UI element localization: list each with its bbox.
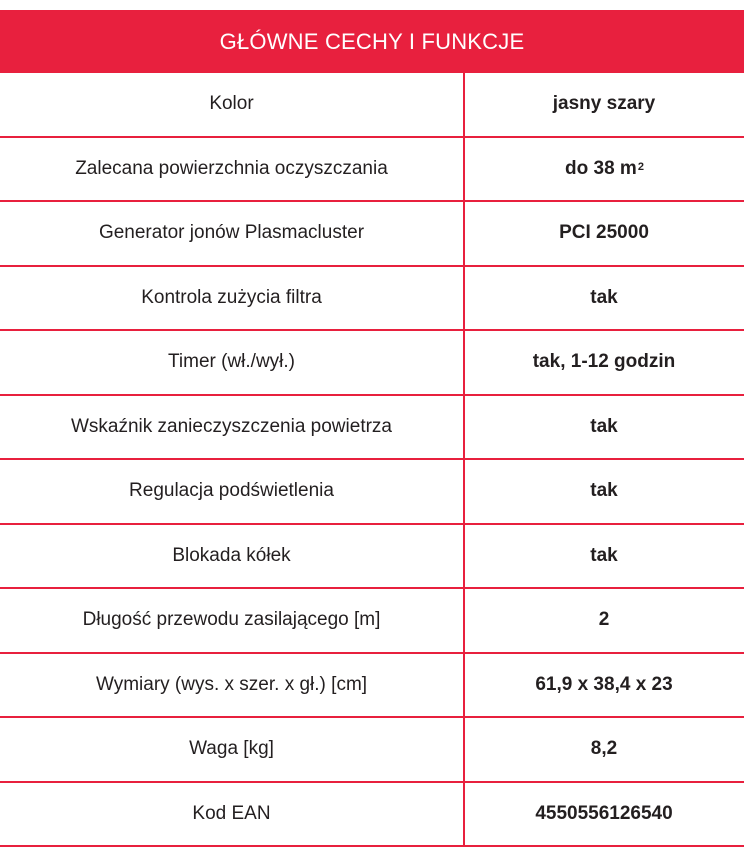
table-row [0,331,744,396]
row-label: Waga [kg] [0,718,465,781]
row-value: tak [590,286,618,308]
table-row [0,138,744,203]
row-value: 2 [598,609,610,631]
row-value: tak [590,480,618,502]
row-label: Kolor [0,73,465,136]
table-row [0,718,744,783]
row-value: tak [590,544,618,566]
row-value: 4550556126540 [535,802,673,824]
table-row [0,73,744,138]
row-value: PCI 25000 [559,222,649,244]
table-row [0,202,744,267]
row-label: Wskaźnik zanieczyszczenia powietrza [0,396,465,459]
row-label: Długość przewodu zasilającego [m] [0,589,465,652]
table-row [0,460,744,525]
row-label: Wymiary (wys. x szer. x gł.) [cm] [0,654,465,717]
table-row [0,654,744,719]
row-label: Timer (wł./wył.) [0,331,465,394]
row-label: Regulacja podświetlenia [0,460,465,523]
row-label: Zalecana powierzchnia oczyszczania [0,138,465,201]
row-value: tak [590,415,618,437]
table-row [0,525,744,590]
row-value: 61,9 x 38,4 x 23 [535,673,673,695]
table-row [0,589,744,654]
table-title: GŁÓWNE CECHY I FUNKCJE [219,28,525,54]
table-row [0,396,744,461]
row-value: tak, 1-12 godzin [532,351,676,373]
table-row [0,783,744,848]
row-value: 8,2 [590,738,618,760]
table-row [0,267,744,332]
table-body [0,73,744,847]
row-label: Blokada kółek [0,525,465,588]
row-label: Generator jonów Plasmacluster [0,202,465,265]
row-value: do 38 m $^2$ [565,157,644,179]
row-label: Kontrola zużycia filtra [0,267,465,330]
row-label: Kod EAN [0,783,465,846]
table-header [0,10,744,73]
row-value: jasny szary [552,93,656,115]
